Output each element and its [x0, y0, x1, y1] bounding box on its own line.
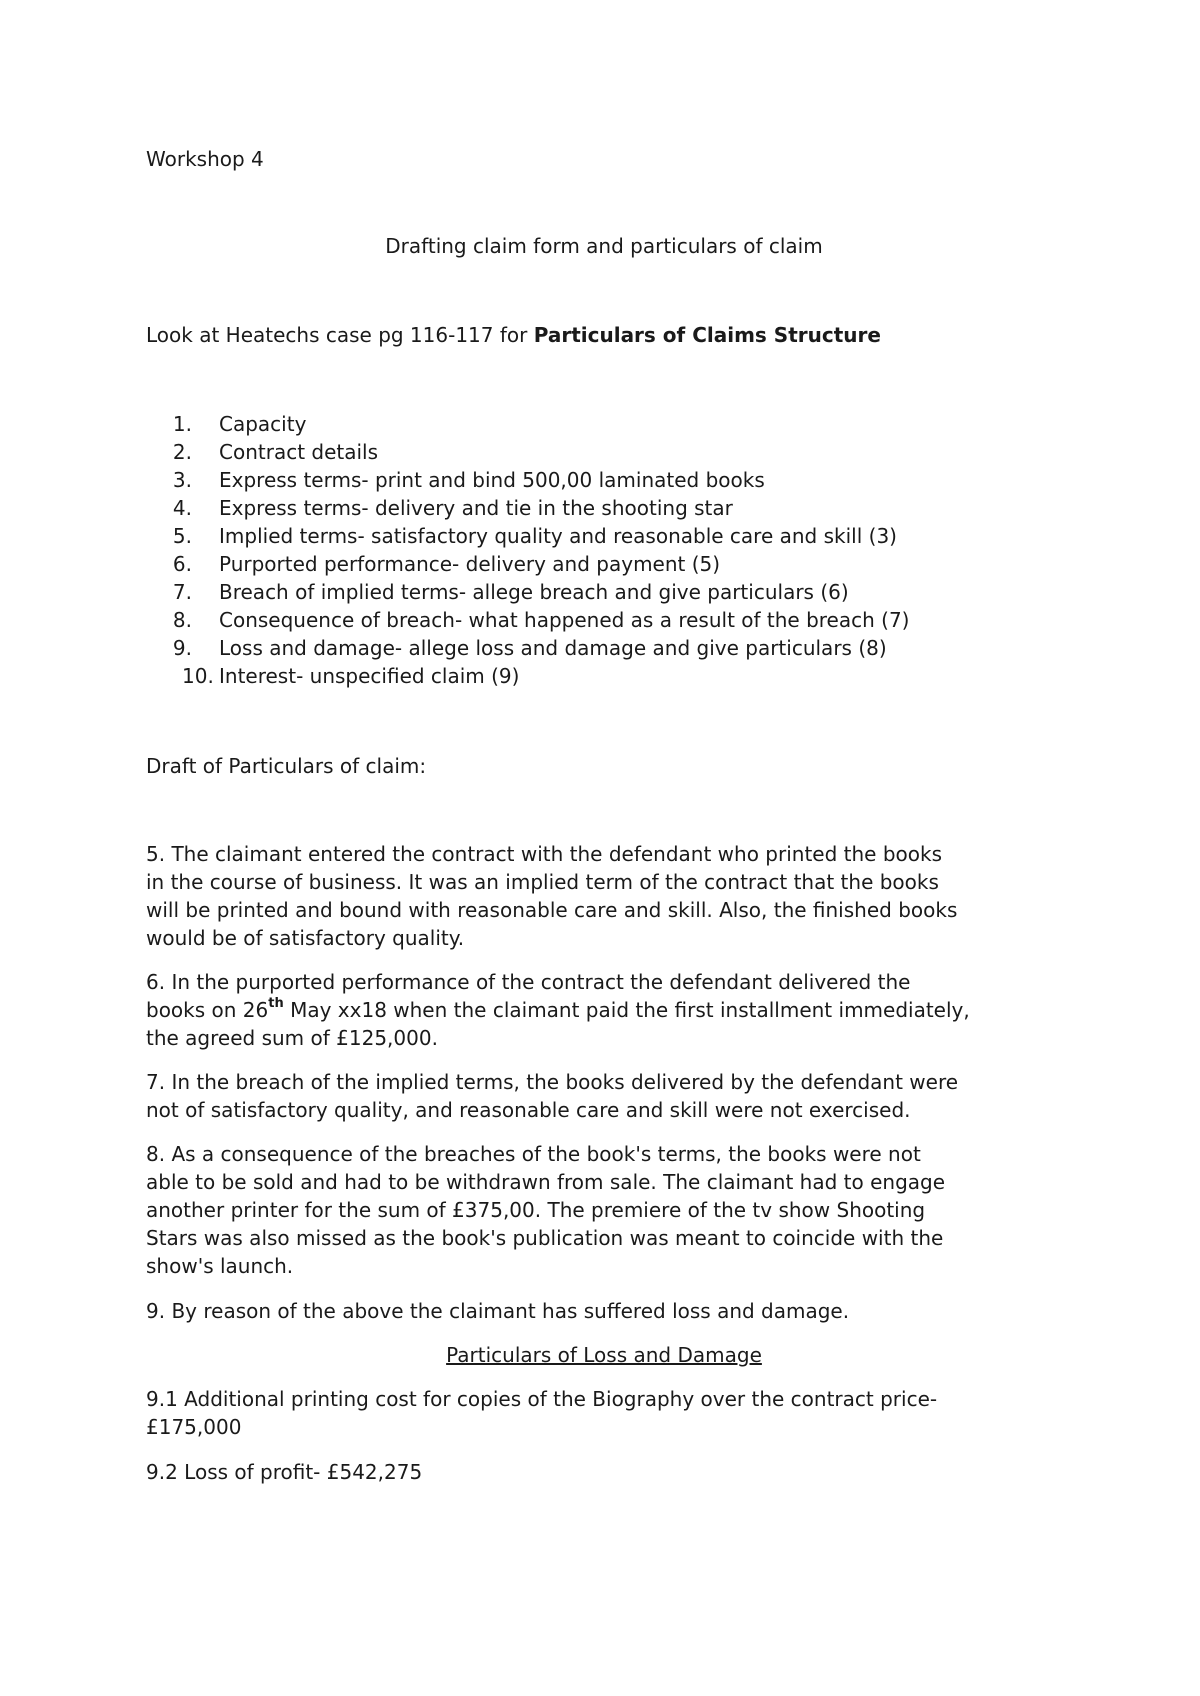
- structure-item-text: Express terms- delivery and tie in the shooting star: [219, 496, 733, 520]
- structure-item-number: 2.: [172, 440, 192, 464]
- para8-line: 8. As a consequence of the breaches of the book's terms, the books were not: [146, 1142, 921, 1166]
- item-9-1-line: 9.1 Additional printing cost for copies of the Biography over the contract price-: [146, 1387, 938, 1411]
- para6-line: 6. In the purported performance of the contract the defendant delivered the: [146, 970, 911, 994]
- intro-bold-title: Particulars of Claims Structure: [533, 323, 881, 347]
- structure-item-number: 9.: [172, 636, 192, 660]
- structure-item-text: Express terms- print and bind 500,00 laminated books: [219, 468, 765, 492]
- structure-item-number: 4.: [172, 496, 192, 520]
- draft-heading: Draft of Particulars of claim:: [146, 754, 427, 778]
- structure-item-number: 1.: [172, 412, 192, 436]
- structure-item-number: 7.: [172, 580, 192, 604]
- structure-item-number: 8.: [172, 608, 192, 632]
- item-9-2-line: 9.2 Loss of profit- £542,275: [146, 1460, 423, 1484]
- para8-line: show's launch.: [146, 1254, 294, 1278]
- para5-line: would be of satisfactory quality.: [146, 926, 465, 950]
- para6-superscript: th: [268, 996, 284, 1011]
- para8-line: another printer for the sum of £375,00. The premiere of the tv show Shooting: [146, 1198, 926, 1222]
- structure-item-number: 3.: [172, 468, 192, 492]
- para6-line: the agreed sum of £125,000.: [146, 1026, 438, 1050]
- structure-item-text: Contract details: [219, 440, 379, 464]
- structure-item-text: Interest- unspecified claim (9): [219, 664, 520, 688]
- structure-item-text: Purported performance- delivery and payment (5): [219, 552, 721, 576]
- structure-item-text: Consequence of breach- what happened as a result of the breach (7): [219, 608, 910, 632]
- structure-item-text: Capacity: [219, 412, 307, 436]
- para6-text: books on 26: [146, 998, 269, 1022]
- para7-line: 7. In the breach of the implied terms, the books delivered by the defendant were: [146, 1070, 959, 1094]
- para5-line: in the course of business. It was an implied term of the contract that the books: [146, 870, 939, 894]
- loss-heading: Particulars of Loss and Damage: [446, 1343, 762, 1367]
- para9-line: 9. By reason of the above the claimant has suffered loss and damage.: [146, 1299, 850, 1323]
- structure-item-text: Implied terms- satisfactory quality and reasonable care and skill (3): [219, 524, 897, 548]
- item-9-1-line: £175,000: [146, 1415, 242, 1439]
- intro-prefix: Look at Heatechs case pg 116-117 for: [146, 323, 534, 347]
- document-subtitle: Drafting claim form and particulars of claim: [385, 234, 823, 258]
- para7-line: not of satisfactory quality, and reasonable care and skill were not exercised.: [146, 1098, 911, 1122]
- para5-line: 5. The claimant entered the contract with the defendant who printed the books: [146, 842, 942, 866]
- para8-line: able to be sold and had to be withdrawn from sale. The claimant had to engage: [146, 1170, 946, 1194]
- structure-item-text: Loss and damage- allege loss and damage and give particulars (8): [219, 636, 887, 660]
- structure-item-text: Breach of implied terms- allege breach and give particulars (6): [219, 580, 849, 604]
- para5-line: will be printed and bound with reasonable care and skill. Also, the finished books: [146, 898, 958, 922]
- para6-text: May xx18 when the claimant paid the first installment immediately,: [283, 998, 970, 1022]
- workshop-title: Workshop 4: [146, 147, 264, 171]
- structure-item-number: 6.: [172, 552, 192, 576]
- intro-line: [146, 321, 881, 349]
- para8-line: Stars was also missed as the book's publication was meant to coincide with the: [146, 1226, 944, 1250]
- structure-item-number: 10.: [182, 664, 214, 688]
- para6-line: [146, 996, 970, 1024]
- structure-item-number: 5.: [172, 524, 192, 548]
